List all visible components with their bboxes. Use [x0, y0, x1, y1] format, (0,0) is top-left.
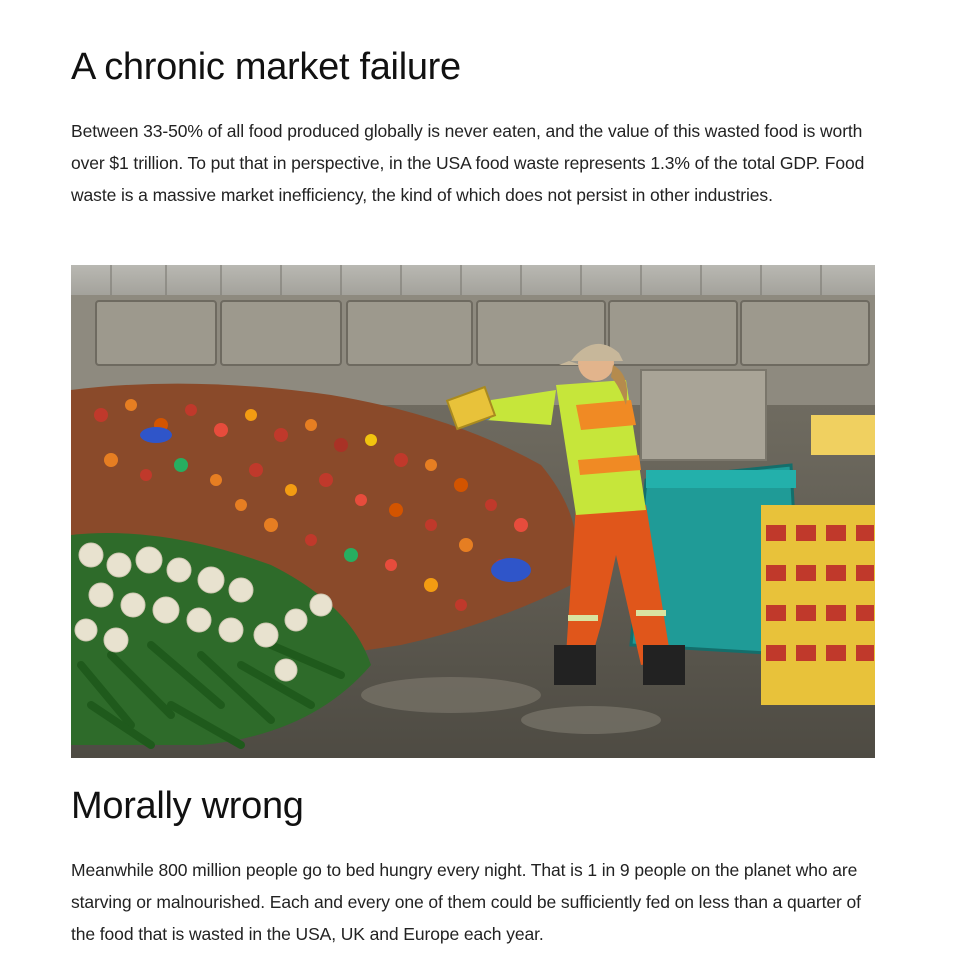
concrete-block — [641, 370, 766, 460]
food-waste-photo — [71, 265, 875, 758]
floor-puddle — [361, 677, 541, 713]
blue-bag — [140, 427, 172, 443]
section-heading-morally-wrong: Morally wrong — [71, 785, 304, 827]
food-waste-illustration — [71, 265, 875, 758]
section-body-morally-wrong: Meanwhile 800 million people go to bed hungry every night. That is 1 in 9 people on the planet who are starving or malnourished. Each and every one of them could be sufficiently fed on less than a quarter of the food that is wasted in the USA, UK and Europe each year. — [71, 860, 861, 944]
section-body-market-failure: Between 33-50% of all food produced globally is never eaten, and the value of this wasted food is worth over $1 trillion. To put that in perspective, in the USA food waste represents 1.3% of the total GDP. Food waste is a massive market inefficiency, the kind of which does not persist in other industries. — [71, 121, 865, 205]
floor-puddle — [521, 706, 661, 734]
section-heading-market-failure: A chronic market failure — [71, 46, 461, 88]
blue-bag — [491, 558, 531, 582]
bin-rim — [646, 470, 796, 488]
